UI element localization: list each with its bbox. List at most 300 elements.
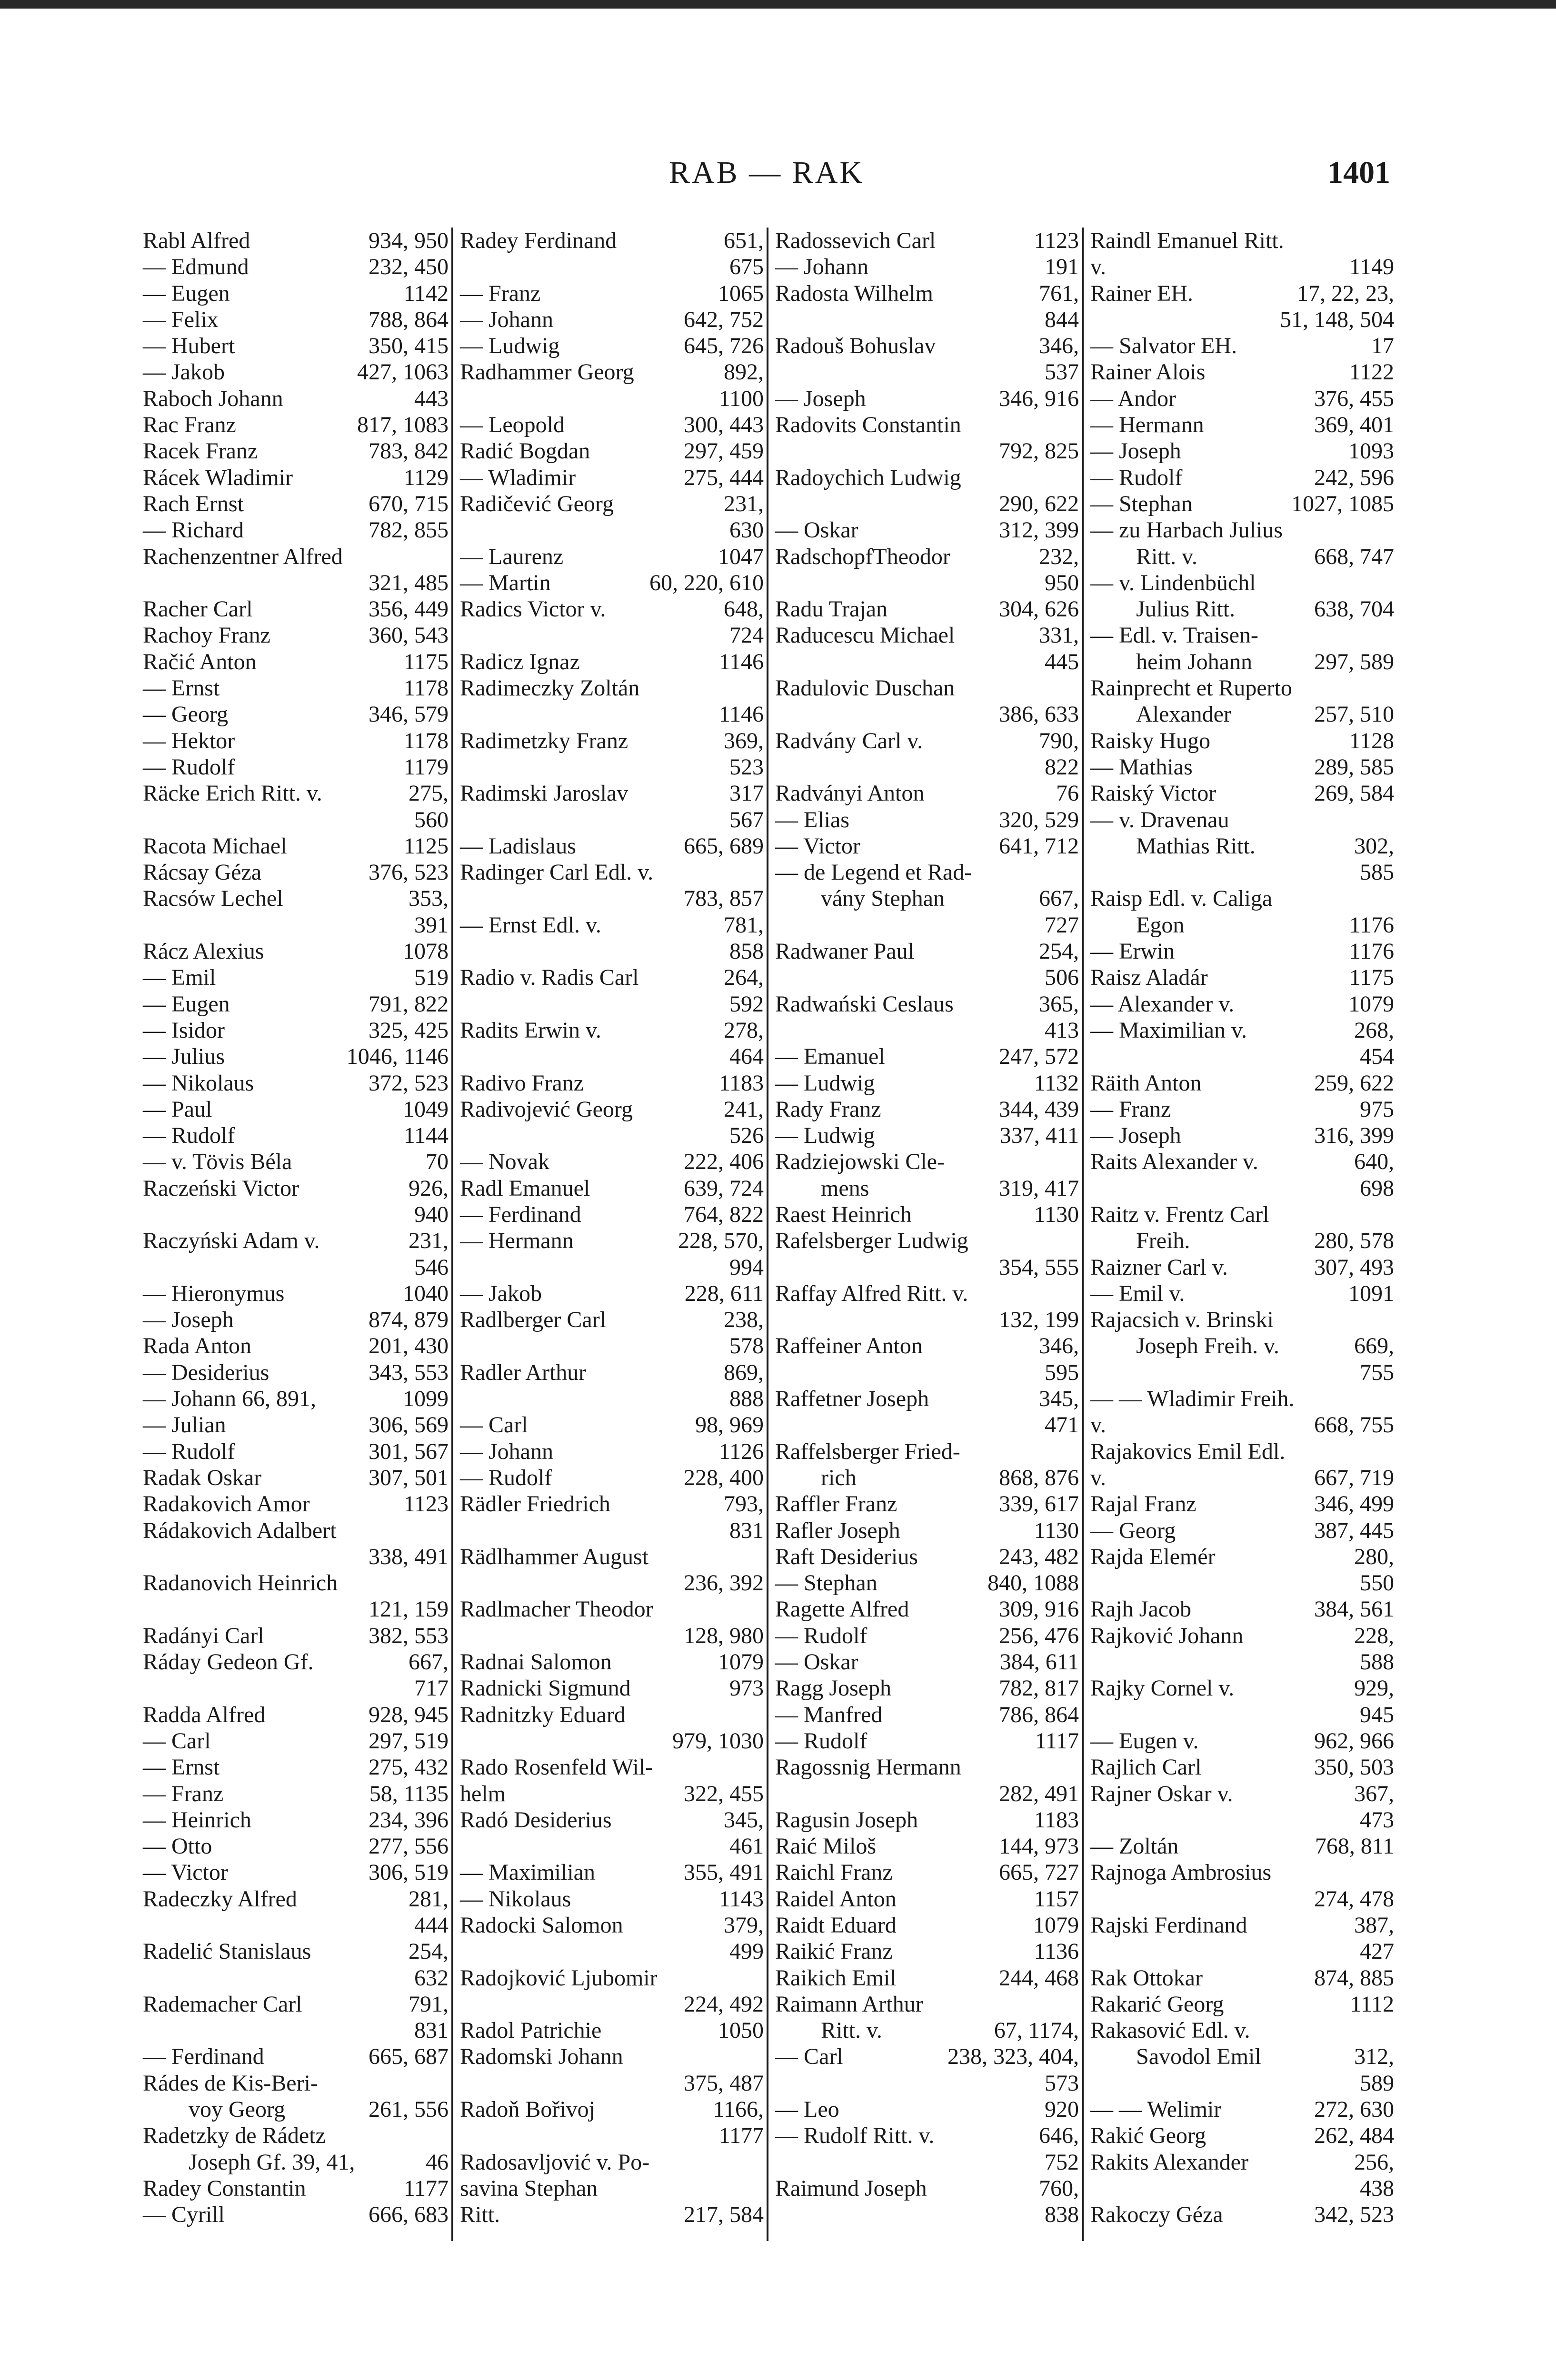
index-entry <box>143 596 449 622</box>
index-entry <box>775 1359 1079 1386</box>
entry-name: Ragette Alfred <box>775 1597 909 1622</box>
entry-pages: 242, 596 <box>1314 465 1394 490</box>
entry-name: Joseph Gf. 39, 41, <box>189 2149 355 2175</box>
index-entry <box>1090 1965 1394 1991</box>
entry-pages: 379, <box>724 1913 764 1938</box>
entry-pages: 238, 323, 404, <box>948 2044 1079 2070</box>
entry-pages: 356, 449 <box>369 596 449 622</box>
index-entry <box>775 675 1079 701</box>
index-entry <box>775 1254 1079 1280</box>
index-entry <box>460 307 764 333</box>
index-entry <box>1090 1728 1394 1754</box>
entry-name: Julius Ritt. <box>1136 596 1236 622</box>
entry-pages: 783, 842 <box>369 438 449 464</box>
index-entry <box>143 1570 449 1596</box>
index-entry <box>460 2202 764 2228</box>
entry-pages: 675 <box>729 254 764 280</box>
entry-name: Ritt. v. <box>1136 544 1197 569</box>
index-entry <box>775 517 1079 543</box>
entry-pages: 238, <box>724 1307 764 1333</box>
entry-pages: 98, 969 <box>695 1412 764 1438</box>
entry-pages: 788, 864 <box>369 307 449 332</box>
index-entry <box>775 833 1079 859</box>
entry-name: Radivo Franz <box>460 1070 584 1096</box>
entry-pages: 1176 <box>1349 939 1394 964</box>
index-entry <box>460 780 764 806</box>
entry-name: Raichl Franz <box>775 1860 893 1885</box>
index-entry <box>460 1386 764 1412</box>
entry-pages: 331, <box>1039 623 1079 648</box>
entry-name: Radić Bogdan <box>460 438 590 464</box>
entry-name: — Ludwig <box>460 333 560 359</box>
entry-pages: 1040 <box>403 1280 449 1306</box>
entry-name: Raikich Emil <box>775 1965 897 1991</box>
entry-pages: 592 <box>729 991 764 1017</box>
index-entry <box>460 964 764 991</box>
entry-pages: 727 <box>1045 912 1079 938</box>
index-entry <box>1090 228 1394 254</box>
entry-pages: 51, 148, 504 <box>1280 307 1394 332</box>
index-entry <box>143 517 449 543</box>
entry-pages: 1027, 1085 <box>1291 491 1394 516</box>
entry-name: Rada Anton <box>143 1333 251 1359</box>
index-entry <box>460 1438 764 1465</box>
entry-pages: 228, <box>1354 1623 1394 1648</box>
entry-pages: 236, 392 <box>684 1570 764 1596</box>
entry-name: Savodol Emil <box>1136 2044 1261 2070</box>
index-entry <box>1090 1254 1394 1280</box>
index-entry <box>775 465 1079 491</box>
index-entry <box>1090 465 1394 491</box>
entry-name: — Novak <box>460 1149 549 1175</box>
entry-pages: 372, 523 <box>369 1070 449 1096</box>
entry-pages: 343, 553 <box>369 1359 449 1385</box>
index-entry <box>143 780 449 806</box>
entry-pages: 275, 432 <box>369 1755 449 1780</box>
index-entry <box>460 412 764 438</box>
entry-pages: 376, 523 <box>369 860 449 885</box>
entry-name: — Emil v. <box>1090 1280 1185 1306</box>
entry-pages: 499 <box>729 1939 764 1964</box>
entry-pages: 646, <box>1039 2123 1079 2149</box>
index-entry <box>1090 2122 1394 2149</box>
entry-name: — Edmund <box>143 254 249 280</box>
index-entry <box>143 991 449 1017</box>
index-entry <box>1090 754 1394 780</box>
entry-pages: 858 <box>729 939 764 964</box>
index-entry <box>1090 1754 1394 1780</box>
entry-name: — Rudolf <box>143 754 235 780</box>
index-entry <box>143 728 449 754</box>
entry-pages: 589 <box>1360 2070 1394 2096</box>
entry-name: — Oskar <box>775 1649 858 1675</box>
entry-name: — Ernst <box>143 1755 220 1780</box>
entry-name: — Hektor <box>143 728 235 754</box>
index-entry <box>460 649 764 675</box>
index-entry <box>143 622 449 648</box>
index-entry <box>775 1859 1079 1885</box>
index-entry <box>1090 438 1394 464</box>
entry-pages: 994 <box>729 1254 764 1280</box>
entry-pages: 920 <box>1045 2097 1079 2122</box>
entry-pages: 438 <box>1360 2175 1394 2201</box>
index-entry <box>143 2202 449 2228</box>
entry-pages: 638, 704 <box>1314 596 1394 622</box>
entry-pages: 1157 <box>1034 1886 1079 1912</box>
entry-name: Radakovich Amor <box>143 1491 310 1517</box>
entry-name: — Franz <box>460 280 541 306</box>
entry-pages: 302, <box>1354 833 1394 859</box>
entry-name: Rajner Oskar v. <box>1090 1781 1233 1806</box>
index-entry <box>460 1517 764 1544</box>
entry-pages: 297, 459 <box>684 438 764 464</box>
entry-name: Ráday Gedeon Gf. <box>143 1649 314 1675</box>
entry-pages: 354, 555 <box>999 1254 1079 1280</box>
entry-name: Raffeiner Anton <box>775 1333 923 1359</box>
index-entry <box>460 1754 764 1780</box>
entry-name: Rafelsberger Ludwig <box>775 1228 968 1254</box>
index-entry <box>1090 728 1394 754</box>
entry-pages: 58, 1135 <box>369 1781 449 1806</box>
index-entry <box>143 1096 449 1122</box>
index-entry <box>1090 2096 1394 2122</box>
entry-pages: 1149 <box>1349 254 1394 280</box>
index-entry <box>775 333 1079 359</box>
entry-name: — Nikolaus <box>143 1070 254 1096</box>
entry-pages: 275, 444 <box>684 465 764 490</box>
entry-name: — Carl <box>460 1412 528 1438</box>
index-columns <box>136 228 1398 2241</box>
entry-name: Raisky Hugo <box>1090 728 1210 754</box>
index-entry <box>143 1386 449 1412</box>
entry-pages: 132, 199 <box>999 1307 1079 1333</box>
entry-pages: 1123 <box>403 1491 449 1517</box>
index-entry <box>1090 807 1394 833</box>
index-entry <box>1090 912 1394 938</box>
scan-top-edge <box>0 0 1556 9</box>
entry-name: — Ludwig <box>775 1123 875 1149</box>
entry-pages: 312, <box>1354 2044 1394 2070</box>
entry-name: — Julius <box>143 1044 225 1070</box>
entry-name: — v. Dravenau <box>1090 807 1229 833</box>
entry-pages: 277, 556 <box>369 1834 449 1859</box>
index-column-3 <box>767 228 1082 2241</box>
index-entry <box>1090 964 1394 991</box>
entry-name: Rajacsich v. Brinski <box>1090 1307 1274 1333</box>
entry-name: Rácek Wladimir <box>143 465 293 490</box>
entry-pages: 1183 <box>718 1070 764 1096</box>
entry-pages: 256, 476 <box>999 1623 1079 1648</box>
index-entry <box>460 938 764 964</box>
entry-name: — v. Lindenbüchl <box>1090 570 1256 595</box>
index-entry <box>775 885 1079 912</box>
entry-pages: 46 <box>426 2149 449 2175</box>
entry-pages: 1079 <box>718 1649 764 1675</box>
index-entry <box>460 1149 764 1175</box>
entry-name: Raczyński Adam v. <box>143 1228 320 1254</box>
index-entry <box>1090 1017 1394 1043</box>
entry-pages: 665, 727 <box>999 1860 1079 1885</box>
entry-pages: 353, <box>409 886 449 912</box>
entry-name: Rafler Joseph <box>775 1517 900 1543</box>
entry-name: Rakoczy Géza <box>1090 2202 1223 2228</box>
index-entry <box>1090 885 1394 912</box>
entry-name: — Julian <box>143 1412 226 1438</box>
index-entry <box>143 912 449 938</box>
entry-pages: 642, 752 <box>684 307 764 332</box>
entry-name: — Emanuel <box>775 1044 885 1070</box>
index-entry <box>460 596 764 622</box>
entry-pages: 300, 443 <box>684 412 764 438</box>
index-entry <box>460 1070 764 1096</box>
entry-pages: 526 <box>729 1123 764 1149</box>
entry-pages: 121, 159 <box>369 1597 449 1622</box>
entry-name: — Ladislaus <box>460 833 576 859</box>
entry-pages: 342, 523 <box>1314 2202 1394 2228</box>
entry-name: — Laurenz <box>460 544 564 569</box>
index-entry <box>460 465 764 491</box>
index-entry <box>1090 780 1394 806</box>
entry-pages: 391 <box>414 912 449 938</box>
index-entry <box>460 2070 764 2096</box>
entry-name: Rady Franz <box>775 1096 881 1122</box>
index-entry <box>775 780 1079 806</box>
entry-name: — Otto <box>143 1834 212 1859</box>
entry-pages: 325, 425 <box>369 1017 449 1043</box>
index-entry <box>1090 1938 1394 1964</box>
index-entry <box>143 1649 449 1675</box>
entry-pages: 321, 485 <box>369 570 449 595</box>
entry-name: Radey Ferdinand <box>460 228 617 253</box>
index-entry <box>143 1596 449 1622</box>
entry-name: Radomski Johann <box>460 2044 623 2070</box>
index-entry <box>775 2122 1079 2149</box>
entry-name: — Rudolf Ritt. v. <box>775 2123 935 2149</box>
index-entry <box>460 228 764 254</box>
index-entry <box>143 359 449 385</box>
entry-pages: 307, 493 <box>1314 1254 1394 1280</box>
index-entry <box>460 1544 764 1570</box>
index-entry <box>143 1781 449 1807</box>
entry-name: — Heinrich <box>143 1807 251 1833</box>
index-entry <box>143 675 449 701</box>
entry-name: — — Welimir <box>1090 2097 1222 2122</box>
index-entry <box>460 1675 764 1701</box>
index-entry <box>775 1070 1079 1096</box>
entry-name: — Franz <box>143 1781 224 1806</box>
entry-name: Raiský Victor <box>1090 781 1217 806</box>
index-entry <box>1090 1070 1394 1096</box>
entry-name: Raitz v. Frentz Carl <box>1090 1201 1269 1227</box>
entry-pages: 1166, <box>713 2097 764 2122</box>
index-entry <box>1090 386 1394 412</box>
index-entry <box>1090 701 1394 727</box>
entry-pages: 1129 <box>403 465 449 490</box>
index-entry <box>1090 596 1394 622</box>
index-entry <box>1090 991 1394 1017</box>
index-entry <box>1090 1491 1394 1517</box>
index-entry <box>775 991 1079 1017</box>
entry-name: Rakić Georg <box>1090 2123 1207 2149</box>
entry-pages: 384, 611 <box>999 1649 1079 1675</box>
index-entry <box>775 1043 1079 1070</box>
index-entry <box>143 1833 449 1859</box>
index-entry <box>460 2043 764 2070</box>
entry-pages: 670, 715 <box>369 491 449 516</box>
entry-name: Raest Heinrich <box>775 1201 912 1227</box>
entry-name: Raisz Aladár <box>1090 965 1208 991</box>
entry-pages: 282, 491 <box>999 1781 1079 1806</box>
entry-name: — Cyrill <box>143 2202 225 2228</box>
entry-name: — Maximilian v. <box>1090 1017 1247 1043</box>
index-entry <box>775 1175 1079 1201</box>
index-entry <box>460 359 764 385</box>
index-entry <box>1090 1833 1394 1859</box>
entry-pages: 1142 <box>403 280 449 306</box>
index-entry <box>1090 2017 1394 2043</box>
entry-name: — Eugen <box>143 991 230 1017</box>
index-entry <box>1090 1781 1394 1807</box>
entry-name: — Leo <box>775 2097 839 2122</box>
entry-pages: 667, <box>409 1649 449 1675</box>
entry-pages: 319, 417 <box>999 1175 1079 1201</box>
entry-pages: 360, 543 <box>369 623 449 648</box>
index-entry <box>460 1254 764 1280</box>
index-entry <box>1090 1596 1394 1622</box>
entry-pages: 337, 411 <box>999 1123 1079 1149</box>
index-entry <box>143 465 449 491</box>
index-entry <box>460 912 764 938</box>
entry-name: Rabl Alfred <box>143 228 250 253</box>
entry-name: Raimund Joseph <box>775 2175 927 2201</box>
entry-pages: 869, <box>724 1359 764 1385</box>
entry-pages: 281, <box>409 1886 449 1912</box>
index-entry <box>143 491 449 517</box>
index-entry <box>460 859 764 885</box>
entry-pages: 346, <box>1039 1333 1079 1359</box>
entry-name: Radványi Anton <box>775 781 925 806</box>
entry-pages: 760, <box>1039 2175 1079 2201</box>
entry-name: rich <box>821 1465 857 1490</box>
entry-pages: 1128 <box>1349 728 1394 754</box>
index-entry <box>775 1096 1079 1122</box>
entry-name: Mathias Ritt. <box>1136 833 1256 859</box>
index-entry <box>143 1912 449 1938</box>
entry-name: Radu Trajan <box>775 596 888 622</box>
entry-name: Raboch Johann <box>143 386 283 411</box>
entry-name: — Paul <box>143 1096 212 1122</box>
entry-name: Radossevich Carl <box>775 228 936 253</box>
entry-name: — v. Tövis Béla <box>143 1149 292 1175</box>
entry-name: Raikić Franz <box>775 1939 893 1964</box>
entry-pages: 537 <box>1045 359 1079 385</box>
entry-pages: 929, <box>1354 1676 1394 1701</box>
entry-name: — Joseph <box>1090 438 1181 464</box>
entry-pages: 506 <box>1045 965 1079 991</box>
entry-pages: 945 <box>1360 1702 1394 1727</box>
entry-pages: 1093 <box>1348 438 1394 464</box>
entry-pages: 261, 556 <box>369 2097 449 2122</box>
index-entry <box>460 728 764 754</box>
entry-name: RadschopfTheodor <box>775 544 950 569</box>
index-entry <box>775 544 1079 570</box>
index-entry <box>775 1412 1079 1438</box>
entry-pages: 790, <box>1039 728 1079 754</box>
index-entry <box>775 1938 1079 1964</box>
page-header <box>133 155 1400 200</box>
entry-pages: 1143 <box>718 1886 764 1912</box>
entry-pages: 764, 822 <box>684 1201 764 1227</box>
entry-name: Raindl Emanuel Ritt. <box>1090 228 1284 253</box>
entry-pages: 1099 <box>403 1386 449 1412</box>
index-entry <box>775 438 1079 464</box>
index-entry <box>1090 1623 1394 1649</box>
entry-name: Ragusin Joseph <box>775 1807 918 1833</box>
entry-name: — Isidor <box>143 1017 225 1043</box>
index-entry <box>775 2017 1079 2043</box>
index-entry <box>775 2175 1079 2202</box>
entry-pages: 962, 966 <box>1314 1728 1394 1754</box>
entry-name: Ritt. <box>460 2202 500 2228</box>
index-entry <box>1090 859 1394 885</box>
index-entry <box>775 2202 1079 2228</box>
entry-pages: 309, 916 <box>999 1597 1079 1622</box>
entry-name: — Nikolaus <box>460 1886 571 1912</box>
index-entry <box>143 1859 449 1885</box>
entry-pages: 717 <box>414 1676 449 1701</box>
index-entry <box>143 307 449 333</box>
entry-name: Ragg Joseph <box>775 1676 891 1701</box>
index-entry <box>460 1623 764 1649</box>
entry-name: Rajlich Carl <box>1090 1755 1202 1780</box>
entry-name: — Hubert <box>143 333 235 359</box>
index-entry <box>775 228 1079 254</box>
index-entry <box>1090 938 1394 964</box>
entry-name: savina Stephan <box>460 2175 598 2201</box>
index-entry <box>460 2149 764 2175</box>
entry-pages: 350, 415 <box>369 333 449 359</box>
entry-name: Rac Franz <box>143 412 236 438</box>
index-entry <box>775 2096 1079 2122</box>
index-entry <box>143 1359 449 1386</box>
index-entry <box>1090 1175 1394 1201</box>
entry-pages: 550 <box>1360 1570 1394 1596</box>
entry-pages: 1130 <box>1034 1201 1079 1227</box>
entry-pages: 975 <box>1360 1096 1394 1122</box>
entry-pages: 301, 567 <box>369 1438 449 1464</box>
index-entry <box>1090 1912 1394 1938</box>
entry-name: Raffler Franz <box>775 1491 898 1517</box>
index-entry <box>460 570 764 596</box>
entry-name: Radwański Ceslaus <box>775 991 954 1017</box>
entry-name: Rajky Cornel v. <box>1090 1676 1235 1701</box>
entry-name: Rádakovich Adalbert <box>143 1517 337 1543</box>
entry-pages: 868, 876 <box>999 1465 1079 1490</box>
index-entry <box>775 807 1079 833</box>
entry-name: — Salvator EH. <box>1090 333 1237 359</box>
entry-name: Rajal Franz <box>1090 1491 1197 1517</box>
index-entry <box>1090 1359 1394 1386</box>
index-entry <box>1090 1149 1394 1175</box>
index-entry <box>775 1781 1079 1807</box>
entry-pages: 724 <box>729 623 764 648</box>
index-entry <box>1090 1807 1394 1833</box>
entry-name: Radwaner Paul <box>775 939 914 964</box>
index-entry <box>775 596 1079 622</box>
index-entry <box>143 1544 449 1570</box>
index-entry <box>775 1438 1079 1465</box>
entry-pages: 320, 529 <box>999 807 1079 833</box>
